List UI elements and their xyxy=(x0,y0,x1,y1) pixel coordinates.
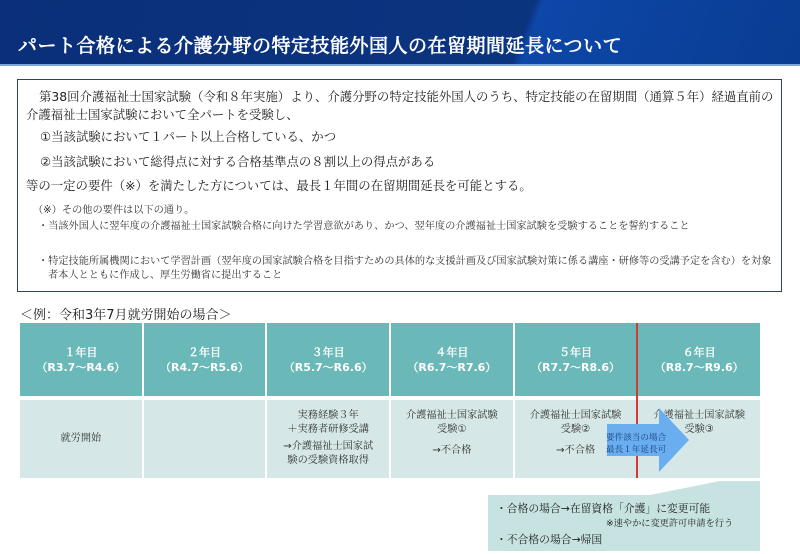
cell-text: 受験① xyxy=(437,424,467,435)
year-header-5 xyxy=(515,323,639,396)
year-cell-3 xyxy=(267,400,391,478)
requirement-bullet-2: ・特定技能所属機関において学習計画（翌年度の国家試験合格を目指すための具体的な支援計画及び国家試験対策に係る講座・研修等の受講予定を含む）を対象者本人とともに作成し、厚生労働省に提出すること xyxy=(38,256,772,281)
title-banner xyxy=(0,0,800,66)
year-label: ５年目 xyxy=(559,345,593,359)
year-label: ４年目 xyxy=(435,345,469,359)
summary-box xyxy=(17,79,782,292)
requirement-text: 等の一定の要件（※）を満たした方については、最長１年間の在留期間延長を可能とする。 xyxy=(26,178,532,193)
cell-text: →不合格 xyxy=(555,445,596,456)
pass-outcome: ・合格の場合→在留資格「介護」に変更可能 xyxy=(496,502,711,515)
year-period: （R6.7～R7.6） xyxy=(407,360,497,374)
lead-paragraph: 第38回介護福祉士国家試験（令和８年実施）より、介護分野の特定技能外国人のうち、特定技能の在留期間（通算５年）経過直前の介護福祉士国家試験において全パートを受験し、 xyxy=(26,89,774,122)
cell-text: 介護福祉士国家試験 xyxy=(406,410,498,421)
year-header-4 xyxy=(391,323,515,396)
note-heading: （※）その他の要件は以下の通り。 xyxy=(33,205,195,216)
example-label: ＜例：令和3年7月就労開始の場合＞ xyxy=(20,308,232,323)
cell-text: 介護福祉士国家試験 xyxy=(529,410,622,421)
arrow-line-2: 最長１年延長可 xyxy=(606,445,667,455)
cell-text: 験の受験資格取得 xyxy=(287,455,369,466)
extension-arrow-label xyxy=(606,432,666,456)
cell-text: →不合格 xyxy=(432,445,472,456)
cell-text: 実務経験３年 xyxy=(297,410,359,421)
year-period: （R8.7～R9.6） xyxy=(654,360,744,374)
year-label: １年目 xyxy=(64,345,98,359)
fail-outcome: ・不合格の場合→帰国 xyxy=(496,533,603,546)
year-label: ６年目 xyxy=(682,345,716,359)
year-cell-4 xyxy=(391,400,515,478)
page-title: パート合格による介護分野の特定技能外国人の在留期間延長について xyxy=(18,35,623,57)
year-header-1 xyxy=(20,323,144,396)
year-cell-2 xyxy=(144,400,268,478)
condition-1: ①当該試験において１パート以上合格している、かつ xyxy=(40,129,337,144)
year-label: ２年目 xyxy=(188,345,221,359)
year-cell-1 xyxy=(20,400,144,478)
arrow-line-1: 要件該当の場合 xyxy=(606,433,667,443)
year-header-3 xyxy=(267,323,391,396)
cell-text: 受験② xyxy=(560,424,591,435)
year-period: （R7.7～R8.6） xyxy=(531,360,620,374)
condition-2: ②当該試験において総得点に対する合格基準点の８割以上の得点がある xyxy=(40,154,436,169)
outcome-callout xyxy=(488,495,760,551)
cell-text: →介護福祉士国家試 xyxy=(283,441,374,452)
year-header-2 xyxy=(144,323,268,396)
year-period: （R3.7～R4.6） xyxy=(36,360,126,374)
cell-text: 就労開始 xyxy=(60,433,102,444)
timeline-header-row xyxy=(20,323,760,396)
year-period: （R4.7～R5.6） xyxy=(160,360,249,374)
cell-text: 受験③ xyxy=(684,424,714,435)
cell-text: 介護福祉士国家試験 xyxy=(653,410,746,421)
pass-outcome-note: ※速やかに変更許可申請を行う xyxy=(606,518,734,529)
year-period: （R5.7～R6.6） xyxy=(283,360,373,374)
year-label: ３年目 xyxy=(311,345,345,359)
requirement-bullet-1: ・当該外国人に翌年度の介護福祉士国家試験合格に向けた学習意欲があり、かつ、翌年度の介護福祉士国家試験を受験することを誓約すること xyxy=(38,221,690,232)
cell-text: ＋実務者研修受講 xyxy=(287,424,369,435)
year-header-6 xyxy=(638,323,760,396)
